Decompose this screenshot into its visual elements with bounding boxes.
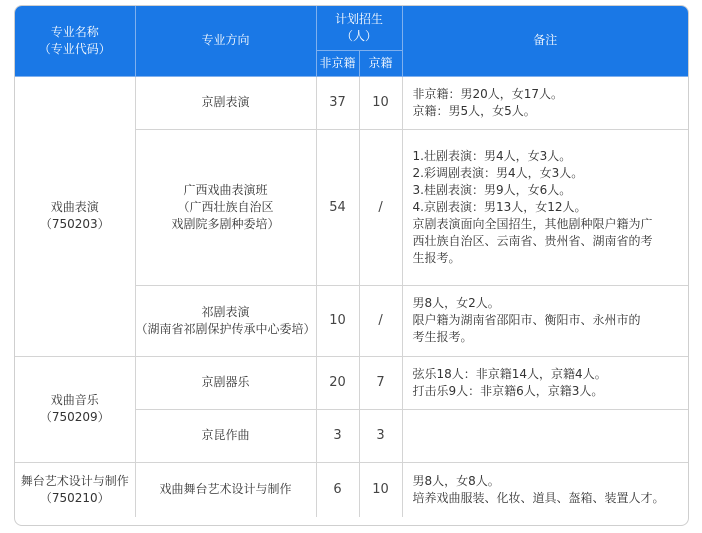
header-plan bbox=[316, 6, 402, 50]
non-beijing-count: 10 bbox=[316, 285, 359, 356]
major-name: 戏曲音乐 bbox=[50, 393, 99, 407]
note-line: 非京籍：男20人，女17人。 bbox=[412, 86, 564, 101]
note-line: 打击乐9人：非京籍6人，京籍3人。 bbox=[412, 383, 604, 398]
note-line: 4.京剧表演：男13人，女12人。 bbox=[412, 199, 587, 214]
major-code: （750203） bbox=[39, 217, 110, 231]
header-non-beijing: 非京籍 bbox=[316, 50, 359, 76]
direction-cell bbox=[135, 76, 316, 129]
header-major-line2: （专业代码） bbox=[38, 41, 111, 56]
notes-cell bbox=[402, 76, 688, 129]
note-line: 男8人，女8人。 bbox=[412, 473, 500, 488]
note-line: 考生报考。 bbox=[412, 330, 473, 344]
major-code: （750209） bbox=[39, 410, 110, 424]
major-name: 舞台艺术设计与制作 bbox=[20, 473, 129, 488]
non-beijing-count: 37 bbox=[316, 76, 359, 129]
major-code: （750210） bbox=[39, 490, 110, 505]
note-line: 限户籍为湖南省邵阳市、衡阳市、永州市的 bbox=[412, 313, 641, 327]
note-line: 京剧表演面向全国招生，其他剧种限户籍为广 bbox=[412, 216, 653, 231]
direction-text: （湖南省祁剧保护传承中心委培） bbox=[135, 321, 316, 336]
notes-cell bbox=[402, 129, 688, 285]
direction-text: 戏剧院多剧种委培） bbox=[171, 216, 280, 231]
non-beijing-count: 6 bbox=[316, 462, 359, 517]
note-line: 男8人，女2人。 bbox=[412, 296, 500, 310]
non-beijing-count: 54 bbox=[316, 129, 359, 285]
table-body bbox=[15, 76, 688, 517]
header-notes: 备注 bbox=[402, 6, 688, 76]
note-line: 弦乐18人：非京籍14人，京籍4人。 bbox=[412, 366, 607, 381]
direction-text: 广西戏曲表演班 bbox=[183, 182, 268, 197]
note-line: 生报考。 bbox=[412, 250, 461, 265]
header-plan-line2: （人） bbox=[341, 28, 378, 43]
beijing-count: / bbox=[359, 129, 402, 285]
admissions-table-container bbox=[14, 5, 689, 526]
header-direction: 专业方向 bbox=[135, 6, 316, 76]
beijing-count: 3 bbox=[359, 409, 402, 462]
notes-cell-empty bbox=[402, 409, 688, 462]
direction-text: 京剧表演 bbox=[201, 95, 250, 109]
note-line: 西壮族自治区、云南省、贵州省、湖南省的考 bbox=[412, 233, 653, 248]
header-beijing: 京籍 bbox=[359, 50, 402, 76]
note-line: 培养戏曲服装、化妆、道具、盔箱、装置人才。 bbox=[412, 490, 665, 505]
direction-cell bbox=[135, 285, 316, 356]
note-line: 京籍：男5人，女5人。 bbox=[412, 103, 536, 118]
major-name: 戏曲表演 bbox=[50, 200, 99, 214]
notes-cell bbox=[402, 356, 688, 409]
beijing-count: 10 bbox=[359, 462, 402, 517]
direction-cell bbox=[135, 129, 316, 285]
table-row bbox=[15, 462, 688, 517]
beijing-count: 7 bbox=[359, 356, 402, 409]
direction-cell bbox=[135, 356, 316, 409]
table-row bbox=[15, 356, 688, 409]
direction-text: 祁剧表演 bbox=[201, 304, 250, 319]
direction-text: 京剧器乐 bbox=[201, 375, 250, 389]
note-line: 2.彩调剧表演：男4人，女3人。 bbox=[412, 165, 584, 180]
major-cell bbox=[15, 76, 135, 356]
note-line: 1.壮剧表演：男4人，女3人。 bbox=[412, 148, 572, 163]
header-major-line1: 专业名称 bbox=[50, 24, 99, 39]
notes-cell bbox=[402, 285, 688, 356]
beijing-count: / bbox=[359, 285, 402, 356]
admissions-table bbox=[15, 6, 688, 517]
direction-text: （广西壮族自治区 bbox=[177, 199, 274, 214]
major-cell bbox=[15, 356, 135, 462]
major-cell bbox=[15, 462, 135, 517]
header-major bbox=[15, 6, 135, 76]
direction-text: 戏曲舞台艺术设计与制作 bbox=[159, 482, 292, 497]
table-header bbox=[15, 6, 688, 76]
beijing-count: 10 bbox=[359, 76, 402, 129]
note-line: 3.桂剧表演：男9人，女6人。 bbox=[412, 182, 572, 197]
notes-cell bbox=[402, 462, 688, 517]
direction-cell bbox=[135, 409, 316, 462]
non-beijing-count: 20 bbox=[316, 356, 359, 409]
table-row bbox=[15, 76, 688, 129]
header-plan-line1: 计划招生 bbox=[335, 11, 384, 26]
direction-cell bbox=[135, 462, 316, 517]
non-beijing-count: 3 bbox=[316, 409, 359, 462]
direction-text: 京昆作曲 bbox=[201, 428, 250, 442]
